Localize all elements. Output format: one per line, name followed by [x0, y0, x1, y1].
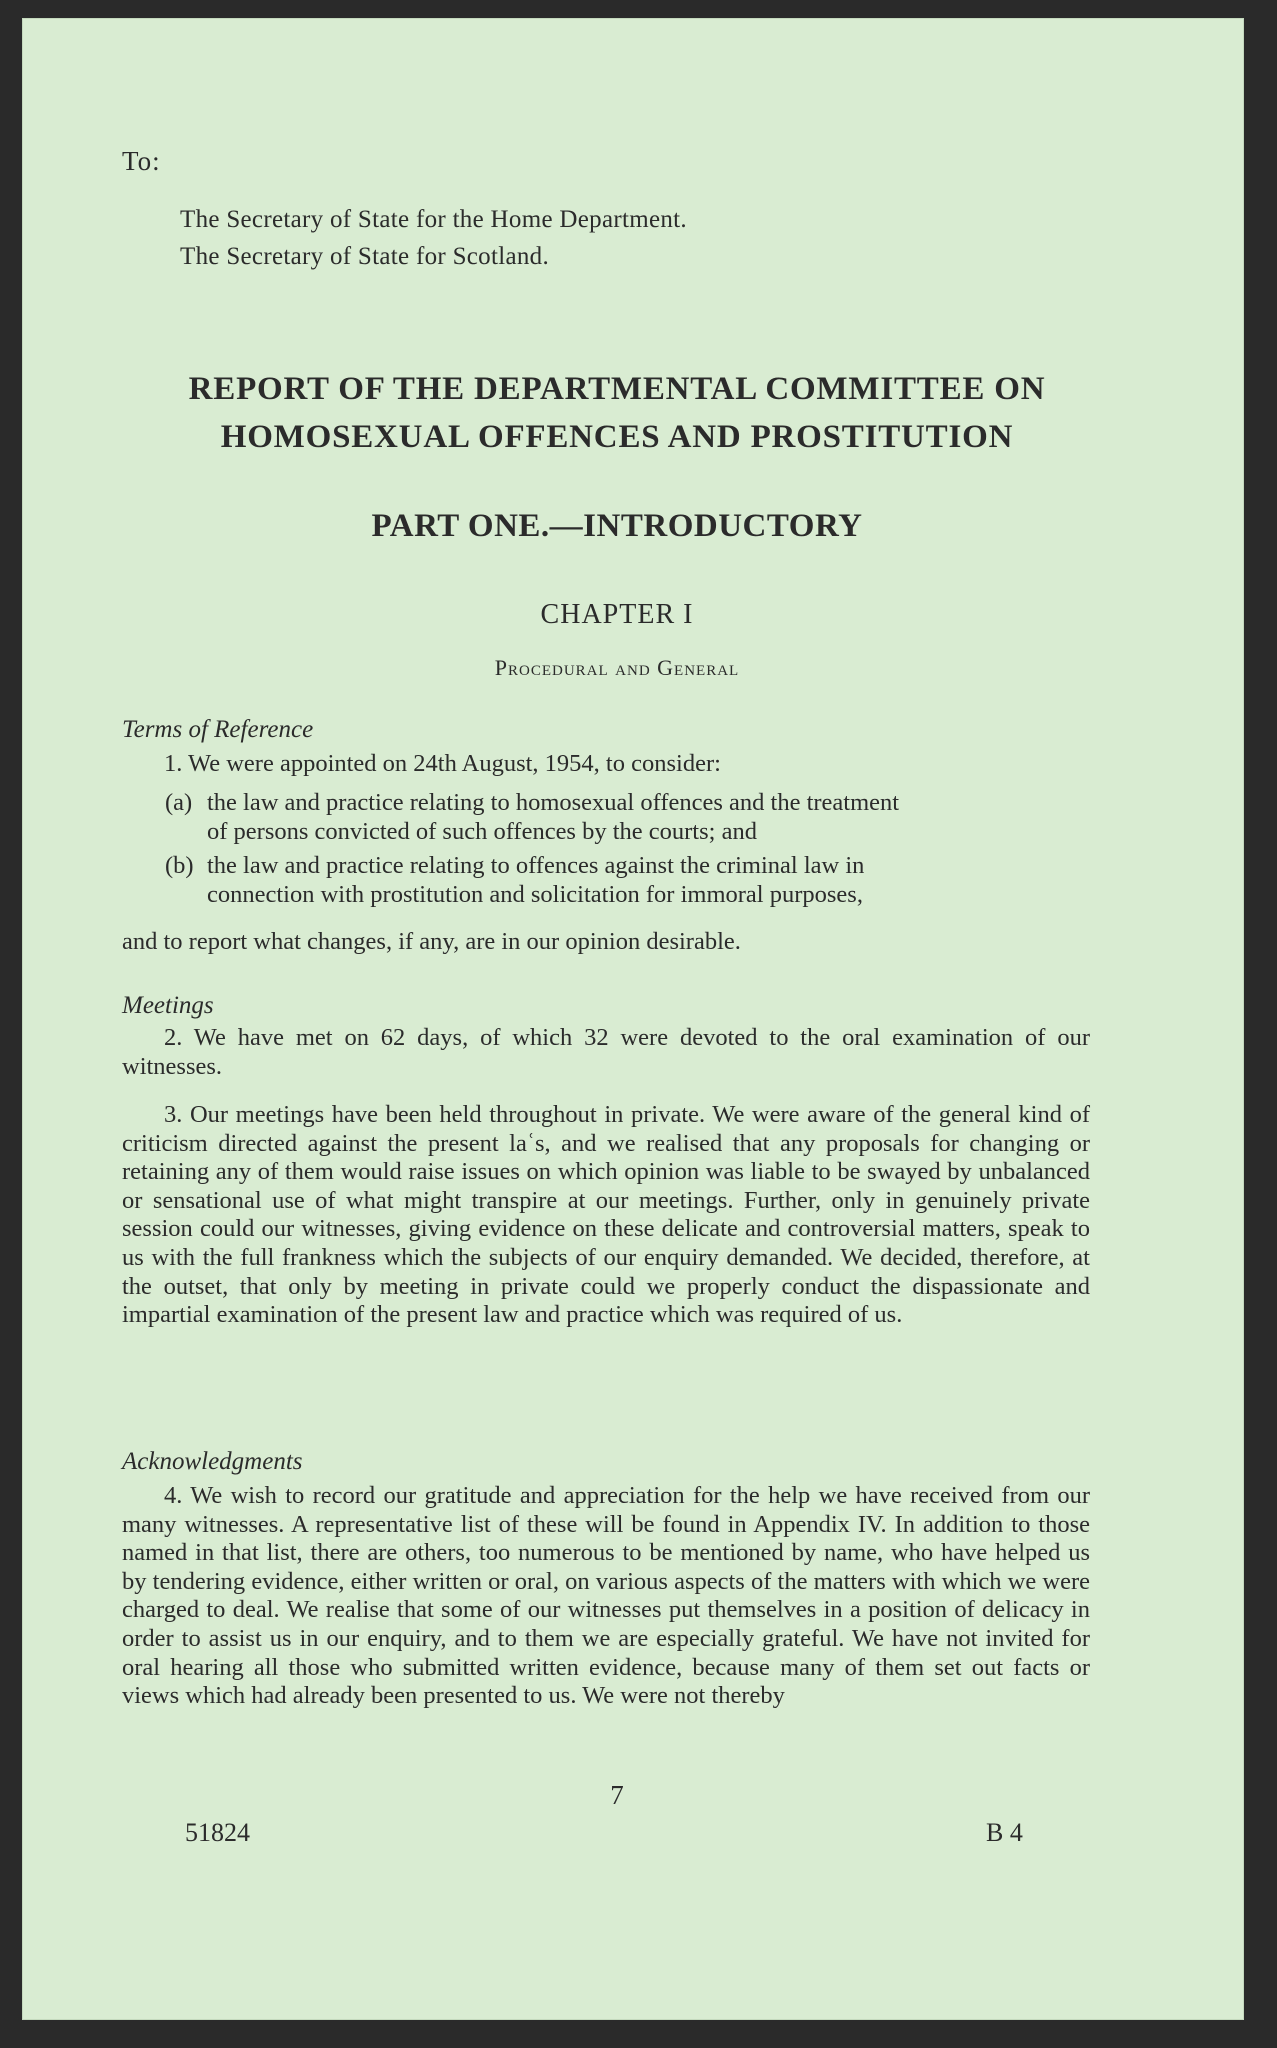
list-item-b: [165, 852, 1090, 881]
meetings-heading: Meetings: [122, 992, 214, 1019]
chapter-heading: CHAPTER I: [540, 599, 694, 630]
report-title-line-2: HOMOSEXUAL OFFENCES AND PROSTITUTION: [220, 419, 1014, 455]
list-item-b-line-2: connection with prostitution and solicitation for immoral purposes,: [207, 881, 863, 908]
paragraph-3: 3. Our meetings have been held throughout in private. We were aware of the general kind of criticism directed against the present laʿs, and we realised that any proposals for changing or retaining any of them would raise issues on which opinion was liable to be swayed by unbalanced or sensational use of what might transpire at our meetings. Further, only in genuinely private session could our witnesses, giving evidence on these delicate and controversial matters, speak to us with the full frankness which the subjects of our enquiry demanded. We decided, therefore, at the outset, that only by meeting in private could we properly conduct the dispassionate and impartial examination of the present law and practice which was required of us.: [122, 1101, 1090, 1329]
terms-of-reference-heading: Terms of Reference: [122, 716, 314, 743]
terms-closing: and to report what changes, if any, are in our opinion desirable.: [122, 928, 741, 955]
page-number: 7: [610, 1780, 624, 1810]
to-label: To:: [122, 146, 161, 176]
report-title-line-1: REPORT OF THE DEPARTMENTAL COMMITTEE ON: [188, 371, 1046, 407]
paragraph-2: 2. We have met on 62 days, of which 32 were devoted to the oral examination of our witnesses.: [122, 1024, 1090, 1080]
list-item-b-label: (b): [165, 852, 194, 879]
chapter-subheading: Procedural and General: [494, 655, 740, 680]
signature-mark: B 4: [986, 1818, 1023, 1847]
list-item-a: [165, 789, 1090, 818]
list-item-a-line-2: of persons convicted of such offences by the courts; and: [207, 818, 757, 845]
document-page: [22, 18, 1244, 2020]
list-item-b-line-1: the law and practice relating to offences against the criminal law in: [207, 852, 865, 879]
part-title: PART ONE.—INTRODUCTORY: [371, 508, 863, 544]
paragraph-4: 4. We wish to record our gratitude and appreciation for the help we have received from our many witnesses. A representative list of these will be found in Appendix IV. In addition to those named in that list, there are others, too numerous to be mentioned by name, who have helped us by tendering evidence, either written or oral, on various aspects of the matters with which we were charged to deal. We realise that some of our witnesses put themselves in a position of delicacy in order to assist us in our enquiry, and to them we are especially grateful. We have not invited for oral hearing all those who submitted written evidence, because many of them set out facts or views which had already been presented to us. We were not thereby: [122, 1482, 1090, 1710]
print-code: 51824: [185, 1818, 250, 1847]
acknowledgments-heading: Acknowledgments: [122, 1448, 303, 1475]
recipient-home-department: The Secretary of State for the Home Department.: [180, 206, 687, 233]
paragraph-1-intro: 1. We were appointed on 24th August, 1954, to consider:: [164, 750, 721, 777]
recipient-scotland: The Secretary of State for Scotland.: [180, 243, 550, 270]
list-item-a-line-1: the law and practice relating to homosexual offences and the treatment: [207, 789, 900, 816]
list-item-a-label: (a): [165, 789, 193, 816]
